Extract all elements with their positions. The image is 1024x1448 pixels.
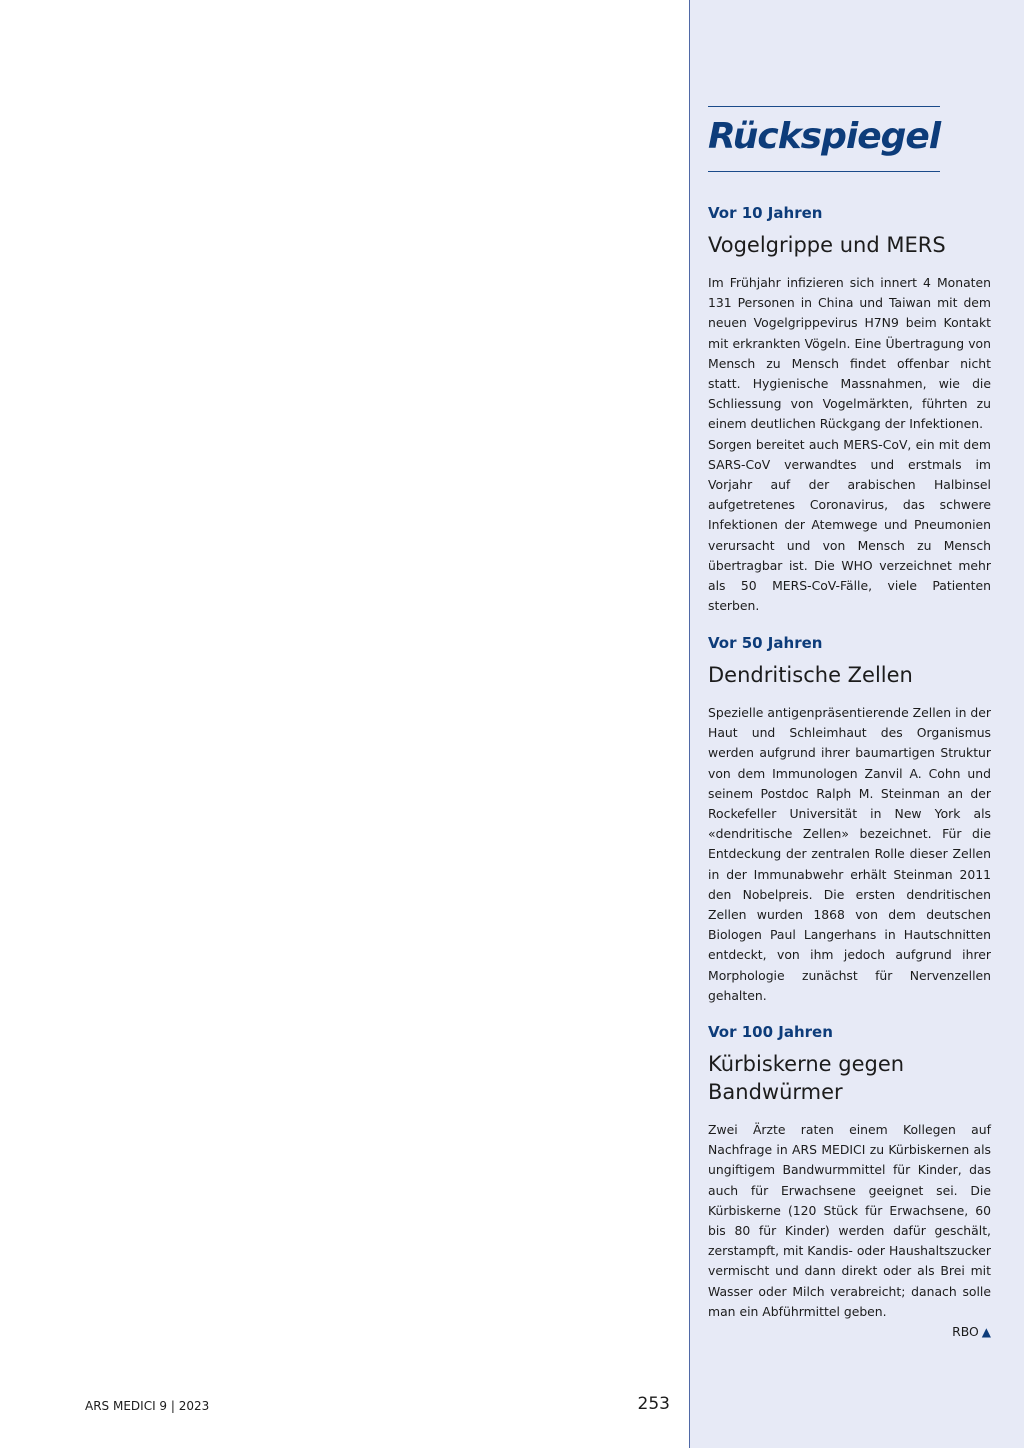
article-headline: Dendritische Zellen <box>708 663 913 687</box>
title-rule-bottom <box>708 171 940 172</box>
author-signature <box>708 1322 991 1342</box>
page-number: 253 <box>637 1394 670 1414</box>
rueckspiegel-sidebar <box>689 0 1024 1448</box>
triangle-up-icon: ▲ <box>981 1325 991 1340</box>
article-body <box>708 273 991 616</box>
section-title: Rückspiegel <box>708 116 941 157</box>
article-kicker: Vor 50 Jahren <box>708 634 823 652</box>
article-headline: Vogelgrippe und MERS <box>708 233 946 257</box>
article-vor-50-jahren <box>708 633 991 1006</box>
article-kicker: Vor 100 Jahren <box>708 1023 833 1041</box>
article-body <box>708 703 991 1006</box>
article-paragraph: Sorgen bereitet auch MERS-CoV, ein mit dem SARS-CoV verwandtes und erstmals im Vorjahr auf der arabischen Halbinsel aufgetretenes Coronavirus, das schwere Infektionen der Atemwege und Pneumonien verursacht und von Mensch zu Mensch übertragbar ist. Die WHO verzeichnet mehr als 50 MERS-CoV-Fälle, viele Patienten sterben. <box>708 436 991 614</box>
article-headline: Kürbiskerne gegen Bandwürmer <box>708 1052 905 1104</box>
article-vor-100-jahren <box>708 1022 991 1342</box>
footer-journal-issue: ARS MEDICI 9 | 2023 <box>85 1399 210 1413</box>
title-rule-top <box>708 106 940 107</box>
article-paragraph: Zwei Ärzte raten einem Kollegen auf Nachfrage in ARS MEDICI zu Kürbiskernen als ungiftigem Bandwurmmittel für Kinder, das auch für Erwachsene geeignet sei. Die Kürbiskerne (120 Stück für Erwachsene, 60 bis 80 für Kinder) werden dafür geschält, zerstampft, mit Kandis- oder Haushaltszucker vermischt und dann direkt oder als Brei mit Wasser oder Milch verabreicht; danach solle man ein Abführmittel geben. <box>708 1122 991 1319</box>
article-body <box>708 1120 991 1322</box>
article-paragraph: Spezielle antigenpräsentierende Zellen in der Haut und Schleimhaut des Organismus werden aufgrund ihrer baumartigen Struktur von dem Immunologen Zanvil A. Cohn und seinem Postdoc Ralph M. Steinman an der Rockefeller Universität in New York als «dendritische Zellen» bezeichnet. Für die Entdeckung der zentralen Rolle dieser Zellen in der Immunabwehr erhält Steinman 2011 den Nobelpreis. Die ersten dendritischen Zellen wurden 1868 von dem deutschen Biologen Paul Langerhans in Hautschnitten entdeckt, von ihm jedoch aufgrund ihrer Morphologie zunächst für Nervenzellen gehalten. <box>708 705 991 1003</box>
article-kicker: Vor 10 Jahren <box>708 204 823 222</box>
author-initials: RBO <box>952 1324 979 1340</box>
article-paragraph: Im Frühjahr infizieren sich innert 4 Monaten 131 Personen in China und Taiwan mit dem neuen Vogelgrippevirus H7N9 beim Kontakt mit erkrankten Vögeln. Eine Übertragung von Mensch zu Mensch findet offenbar nicht statt. Hygienische Massnahmen, wie die Schliessung von Vogelmärkten, führten zu einem deutlichen Rückgang der Infektionen. <box>708 275 991 432</box>
article-vor-10-jahren <box>708 203 991 616</box>
